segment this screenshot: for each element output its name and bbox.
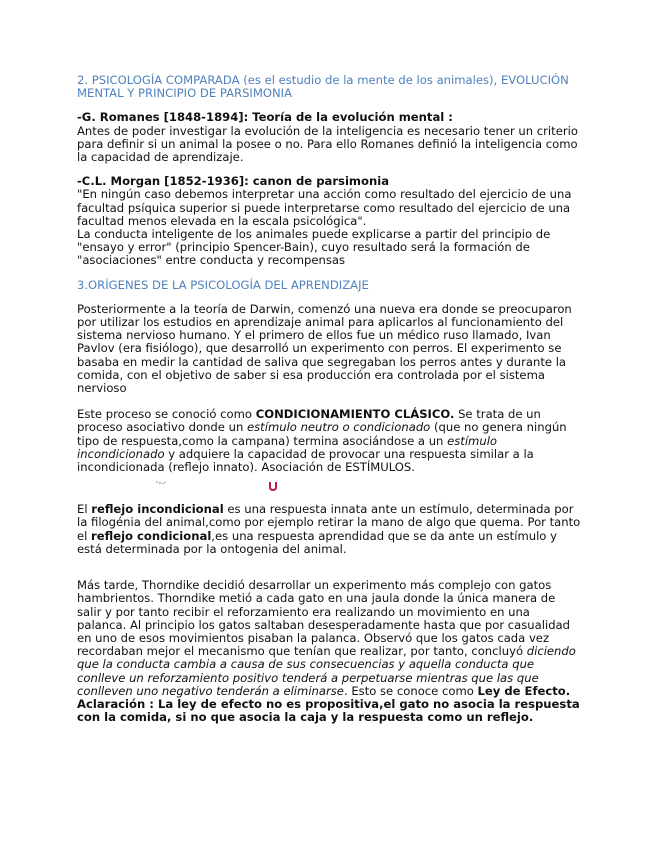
romanes-text: Antes de poder investigar la evolución de la inteligencia es necesario tener un criterio para definir si un animal la posee o no. Para ello Romanes definió la inteligencia como la capacidad de aprendizaje. xyxy=(77,123,578,165)
pink-mark-icon xyxy=(267,480,279,492)
thorndike-conclusion: diciendo que la conducta cambia a causa de sus consecuencias y aquella conducta que conlleve un reforzamiento positivo tenderá a perpetuarse mientras que las que conlleven uno negativo tenderán a eliminarse xyxy=(77,644,576,698)
reflejo-paragraph: El reflejo incondicional es una respuesta innata ante un estímulo, determinada por la filogénia del animal,como por ejemplo retirar la mano de algo que quema. Por tanto el reflejo condicional,es una respuesta aprendidad que se da ante un estímulo y está determinada por la ontogenia del animal. xyxy=(77,502,581,556)
embedded-image-area xyxy=(77,474,582,503)
section-2-title: 2. PSICOLOGÍA COMPARADA (es el estudio de la mente de los animales), EVOLUCIÓN MENTAL Y PRINCIPIO DE PARSIMONIA xyxy=(77,73,569,101)
morgan-heading: -C.L. Morgan [1852-1936]: canon de parsimonia xyxy=(77,174,390,189)
image-fragment-icon xyxy=(155,480,167,486)
reflejo-incondicional-term: reflejo incondicional xyxy=(91,502,224,517)
estimulo-incondicionado-term: estímulo incondicionado xyxy=(77,433,498,461)
estimulo-neutro-term: estímulo neutro o condicionado xyxy=(247,420,431,435)
morgan-text: La conducta inteligente de los animales puede explicarse a partir del principio de "ensayo y error" (principio Spencer-Bain), cuyo resultado será la formación de "asociaciones" entre conducta y recompensas xyxy=(77,227,551,268)
ley-de-efecto-term: Ley de Efecto. xyxy=(477,683,571,698)
romanes-heading: -G. Romanes [1848-1894]: Teoría de la evolución mental : xyxy=(77,110,453,125)
pavlov-paragraph: Posteriormente a la teoría de Darwin, comenzó una nueva era donde se preocuparon por utilizar los estudios en aprendizaje animal para aplicarlos al funcionamiento del sistema nervioso humano. Y el primero de ellos fue un médico ruso llamado, Ivan Pavlov (era fisiólogo), que desarrolló un experimento con perros. El experimento se basaba en medir la cantidad de saliva que segregaban los perros antes y durante la comida, con el objetivo de saber si esa producción era controlada por el sistema nervioso xyxy=(77,301,572,396)
reflejo-condicional-term: reflejo condicional xyxy=(91,528,212,543)
section-3-title: 3.ORÍGENES DE LA PSICOLOGÍA DEL APRENDIZAJE xyxy=(77,277,369,292)
clasico-paragraph: Este proceso se conoció como CONDICIONAMIENTO CLÁSICO. Se trata de un proceso asociativo donde un estímulo neutro o condicionado (que no genera ningún tipo de respuesta,como la campana) termina asociándose a un estímulo incondicionado y adquiere la capacidad de provocar una respuesta similar a la incondicionada (reflejo innato). Asociación de ESTÍMULOS. xyxy=(77,407,567,475)
thorndike-paragraph: Más tarde, Thorndike decidió desarrollar un experimento más complejo con gatos hambrientos. Thorndike metió a cada gato en una jaula donde la única manera de salir y por tanto recibir el reforzamiento era realizando un movimiento en una palanca. Al principio los gatos saltaban desesperadamente hasta que por casualidad en uno de esos movimientos pisaban la palanca. Observó que los gatos cada vez recordaban mejor el mecanismo que tenían que realizar, por tanto, concluyó diciendo que la conducta cambia a causa de sus consecuencias y aquella conducta que conlleve un reforzamiento positivo tenderá a perpetuarse mientras que las que conlleven uno negativo tenderán a eliminarse. Esto se conoce como Ley de Efecto. xyxy=(77,578,576,698)
morgan-quote: "En ningún caso debemos interpretar una acción como resultado del ejercicio de una facultad psíquica superior si puede interpretarse como resultado del ejercicio de una facultad menos elevada en la escala psicológica". xyxy=(77,187,572,228)
clasico-term: CONDICIONAMIENTO CLÁSICO. xyxy=(255,407,455,422)
aclaracion-paragraph: Aclaración : La ley de efecto no es propositiva,el gato no asocia la respuesta con la comida, si no que asocia la caja y la respuesta como un reflejo. xyxy=(77,696,580,725)
document-page xyxy=(77,74,582,724)
